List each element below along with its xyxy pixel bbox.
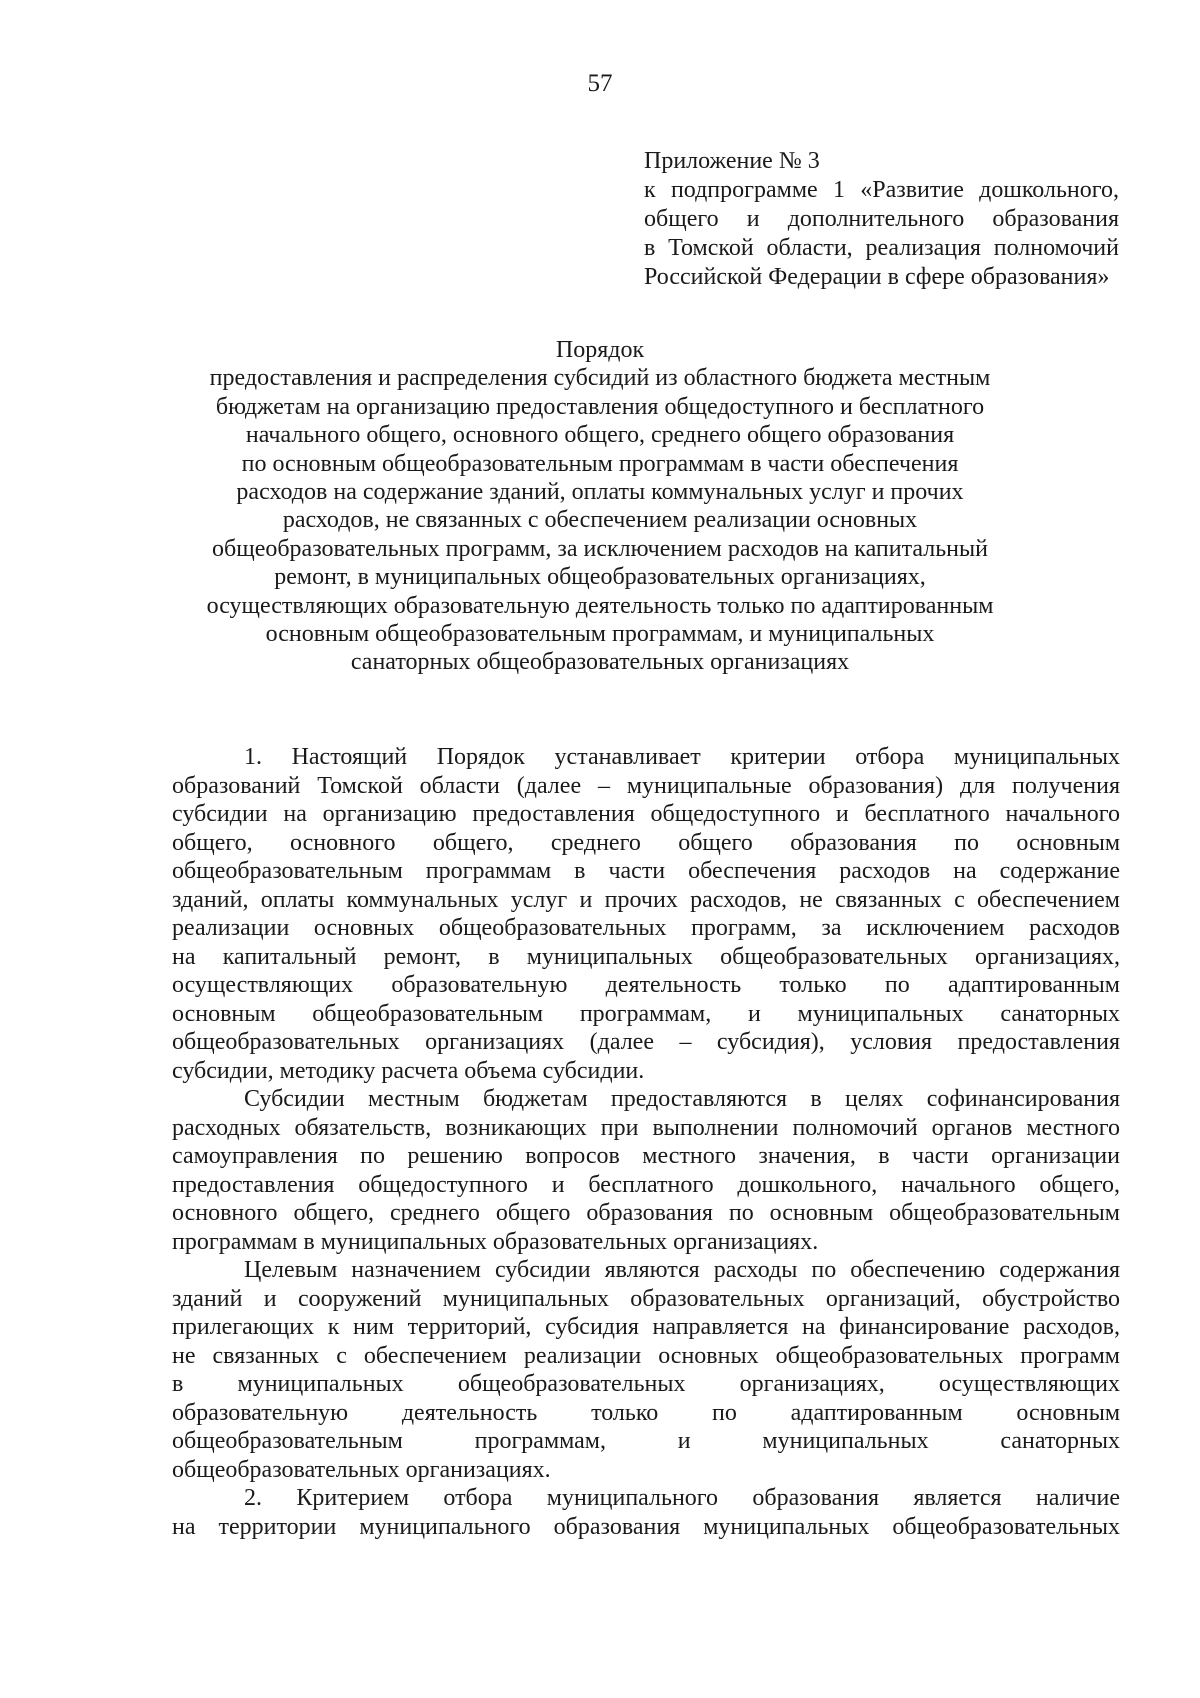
title-line: санаторных общеобразовательных организациях — [350, 649, 850, 676]
paragraph-1 — [172, 743, 1120, 1085]
text-line: образований Томской области (далее – муниципальные образования) для получения — [172, 772, 1120, 799]
text-line: субсидии, методику расчета объема субсидии. — [172, 1057, 645, 1084]
text-line: на капитальный ремонт, в муниципальных общеобразовательных организациях, — [172, 943, 1120, 970]
title-line: ремонт, в муниципальных общеобразовательных организациях, — [274, 564, 926, 591]
text-line: в муниципальных общеобразовательных организациях, осуществляющих — [172, 1371, 1120, 1397]
text-line: общеобразовательным программам, и муниципальных санаторных — [172, 1428, 1120, 1454]
document-title — [150, 336, 1050, 677]
text-line: предоставления общедоступного и бесплатного дошкольного, начального общего, — [172, 1171, 1120, 1198]
text-line: Субсидии местным бюджетам предоставляются в целях софинансирования — [244, 1086, 1120, 1112]
text-line: зданий и сооружений муниципальных образовательных организаций, обустройство — [172, 1285, 1120, 1312]
text-line: основного общего, среднего общего образования по основным общеобразовательным — [172, 1200, 1120, 1226]
annex-line: общего и дополнительного образования — [644, 206, 1119, 232]
text-line: программам в муниципальных образовательных организациях. — [172, 1228, 819, 1255]
text-line: 2. Критерием отбора муниципального образования является наличие — [244, 1485, 1120, 1511]
title-heading: Порядок — [555, 337, 645, 363]
text-line: общеобразовательным программам в части обеспечения расходов на содержание — [172, 858, 1120, 884]
paragraph-3 — [172, 1256, 1120, 1484]
text-line: 1. Настоящий Порядок устанавливает критерии отбора муниципальных — [244, 744, 1120, 770]
annex-line: Приложение № 3 — [644, 148, 820, 174]
text-line: общего, основного общего, среднего общего образования по основным — [172, 829, 1120, 856]
text-line: общеобразовательных организациях. — [172, 1456, 551, 1483]
title-line: расходов на содержание зданий, оплаты коммунальных услуг и прочих — [236, 479, 964, 506]
text-line: зданий, оплаты коммунальных услуг и прочих расходов, не связанных с обеспечением — [172, 886, 1120, 913]
paragraph-2 — [172, 1085, 1120, 1256]
text-line: прилегающих к ним территорий, субсидия направляется на финансирование расходов, — [172, 1314, 1120, 1340]
annex-block — [644, 147, 1119, 292]
text-line: расходных обязательств, возникающих при выполнении полномочий органов местного — [172, 1114, 1120, 1141]
title-line: общеобразовательных программ, за исключением расходов на капитальный — [212, 535, 988, 562]
text-line: самоуправления по решению вопросов местного значения, в части организации — [172, 1143, 1120, 1169]
text-line: осуществляющих образовательную деятельность только по адаптированным — [172, 972, 1120, 998]
title-line: по основным общеобразовательным программам в части обеспечения — [241, 450, 959, 477]
page-number: 57 — [587, 70, 613, 97]
paragraph-4 — [172, 1484, 1120, 1541]
title-line: расходов, не связанных с обеспечением реализации основных — [282, 507, 918, 534]
text-line: субсидии на организацию предоставления общедоступного и бесплатного начального — [172, 801, 1120, 827]
text-line: на территории муниципального образования муниципальных общеобразовательных — [172, 1513, 1120, 1540]
title-line: осуществляющих образовательную деятельность только по адаптированным — [206, 592, 994, 619]
annex-line: в Томской области, реализация полномочий — [644, 235, 1119, 261]
title-line: начального общего, основного общего, среднего общего образования — [245, 422, 955, 449]
text-line: Целевым назначением субсидии являются расходы по обеспечению содержания — [244, 1257, 1120, 1283]
text-line: не связанных с обеспечением реализации основных общеобразовательных программ — [172, 1342, 1120, 1369]
text-line: образовательную деятельность только по адаптированным основным — [172, 1399, 1120, 1426]
document-body — [172, 743, 1120, 1541]
annex-line: Российской Федерации в сфере образования» — [644, 264, 1110, 290]
title-line: бюджетам на организацию предоставления общедоступного и бесплатного — [215, 393, 985, 420]
title-line: предоставления и распределения субсидий из областного бюджета местным — [209, 365, 991, 392]
title-line: основным общеобразовательным программам, и муниципальных — [265, 621, 935, 648]
text-line: общеобразовательных организациях (далее – субсидия), условия предоставления — [172, 1029, 1120, 1055]
annex-line: к подпрограмме 1 «Развитие дошкольного, — [644, 177, 1119, 203]
text-line: реализации основных общеобразовательных программ, за исключением расходов — [172, 915, 1120, 941]
text-line: основным общеобразовательным программам, и муниципальных санаторных — [172, 1000, 1120, 1027]
